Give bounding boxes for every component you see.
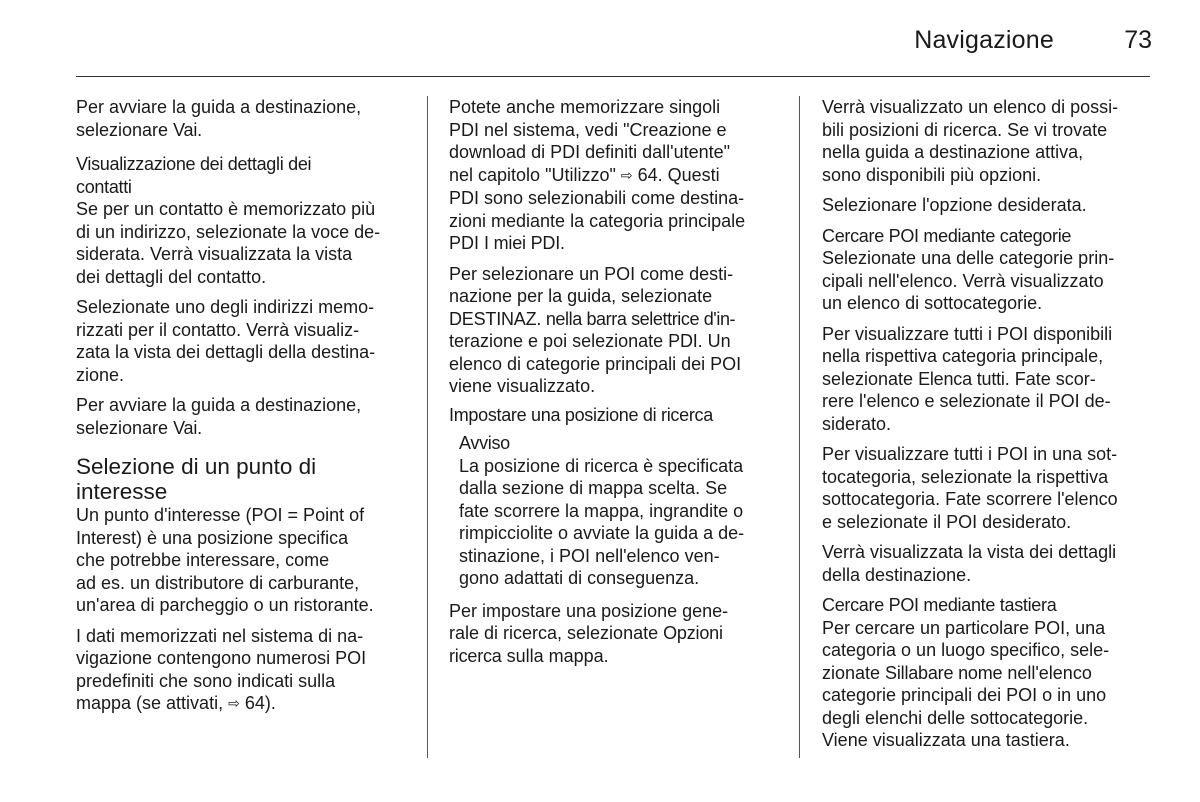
text-column-1 [76, 96, 416, 716]
text-span: terazione e poi selezionate [449, 331, 669, 351]
paragraph [822, 443, 1156, 533]
text-line: rere l'elenco e selezionate il POI de- [822, 391, 1111, 411]
text-span: . Un [697, 331, 731, 351]
text-span: ). [264, 693, 276, 713]
text-line: Per avviare la guida a destinazione, [76, 97, 362, 117]
paragraph [822, 323, 1156, 436]
text-span: . Questi [657, 164, 720, 185]
text-line: Per cercare un particolare POI, una [822, 617, 1106, 638]
paragraph [822, 96, 1156, 186]
text-line: La posizione di ricerca è specificata [459, 455, 744, 476]
text-line: PDI nel sistema, vedi "Creazione e [449, 119, 727, 140]
section-heading [76, 454, 416, 504]
text-line: Verrà visualizzata la vista dei dettagli [822, 542, 1117, 562]
text-line: elenco di categorie principali dei POI [449, 353, 742, 374]
text-line: vigazione contengono numerosi POI [76, 648, 367, 668]
text-line: viene visualizzato. [449, 376, 596, 396]
paragraph [449, 263, 785, 398]
ui-term: Opzioni [663, 623, 723, 643]
text-line: cipali nell'elenco. Verrà visualizzato [822, 270, 1104, 291]
paragraph [76, 96, 416, 141]
subheading: Cercare POI mediante categorie [822, 225, 1072, 246]
text-line [449, 330, 785, 353]
paragraph [449, 96, 785, 255]
text-line: categorie principali dei POI o in uno [822, 685, 1107, 705]
ui-term: I miei PDI [484, 233, 561, 253]
text-line: categoria o un luogo specifico, sele- [822, 640, 1110, 660]
subheading: Impostare una posizione di ricerca [449, 404, 713, 425]
text-line: predefiniti che sono indicati sulla [76, 670, 336, 691]
text-line: zata la vista dei dettagli della destina- [76, 342, 376, 362]
text-line: Per impostare una posizione gene- [449, 600, 729, 621]
text-line [822, 368, 1156, 391]
heading-line: interesse [76, 479, 168, 504]
text-line [449, 308, 785, 331]
text-line: un elenco di sottocategorie. [822, 293, 1043, 313]
ui-term: ricerca [449, 645, 502, 666]
header-divider [76, 76, 1150, 77]
text-line: degli elenchi delle sottocategorie. [822, 707, 1089, 728]
text-line: rimpicciolite o avviate la guida a de- [459, 523, 745, 543]
text-line [449, 645, 785, 668]
text-line: Interest) è una posizione specifica [76, 527, 349, 548]
text-span: zionate [822, 662, 886, 683]
text-span: nel capitolo "Utilizzo" [449, 164, 621, 185]
paragraph [76, 504, 416, 617]
text-line: Selezionate uno degli indirizzi memo- [76, 297, 375, 317]
column-divider-left [427, 96, 428, 758]
text-line [76, 417, 416, 440]
subheading: Cercare POI mediante tastiera [822, 595, 1057, 615]
text-line: dalla sezione di mappa scelta. Se [459, 478, 728, 498]
text-line [76, 119, 416, 142]
text-line: Selezionare l'opzione desiderata. [822, 195, 1087, 215]
paragraph [76, 198, 416, 288]
text-line [449, 622, 785, 645]
text-line: Selezionate una delle categorie prin- [822, 248, 1115, 268]
text-line: un'area di parcheggio o un ristorante. [76, 595, 374, 615]
text-line: Un punto d'interesse (POI = Point of [76, 505, 365, 525]
subheading-line: contatti [76, 176, 132, 197]
text-line: dei dettagli del contatto. [76, 266, 267, 287]
ui-term: Elenca tutti [918, 368, 1005, 389]
text-line: ad es. un distributore di carburante, [76, 572, 360, 593]
text-span: . [197, 119, 203, 140]
paragraph [822, 247, 1156, 315]
text-line: PDI sono selezionabili come destina- [449, 188, 745, 208]
text-span: . [197, 417, 203, 438]
column-divider-right [799, 96, 800, 758]
text-line: Per visualizzare tutti i POI disponibili [822, 323, 1113, 344]
page-reference: 64 [244, 693, 265, 713]
page-reference-arrow-icon: ⇨ [620, 166, 633, 183]
text-line: stinazione, i POI nell'elenco ven- [459, 545, 720, 566]
text-line: Verrà visualizzato un elenco di possi- [822, 97, 1119, 117]
text-column-3 [822, 96, 1156, 752]
text-line: e selezionate il POI desiderato. [822, 511, 1072, 532]
text-line: nazione per la guida, selezionate [449, 286, 713, 306]
text-column-2 [449, 96, 785, 667]
text-line: download di PDI definiti dall'utente" [449, 142, 731, 162]
text-line: Potete anche memorizzare singoli [449, 97, 721, 117]
subheading [76, 153, 416, 198]
text-line: siderata. Verrà visualizzata la vista [76, 244, 353, 264]
text-line: zione. [76, 364, 125, 385]
text-span: selezionate [822, 368, 919, 389]
text-span: PDI [449, 233, 485, 253]
text-line: fate scorrere la mappa, ingrandite o [459, 500, 744, 521]
page-reference-arrow-icon: ⇨ [228, 695, 240, 711]
text-span: . Fate scor- [1004, 368, 1096, 389]
text-line [76, 692, 416, 716]
text-line: Per visualizzare tutti i POI in una sot- [822, 444, 1118, 464]
text-line [449, 164, 785, 188]
text-line: Se per un contatto è memorizzato più [76, 199, 376, 219]
text-line: nella rispettiva categoria principale, [822, 346, 1104, 366]
ui-term: DESTINAZ. [449, 308, 542, 329]
text-line: della destinazione. [822, 564, 972, 585]
paragraph [822, 617, 1156, 752]
text-line: sono disponibili più opzioni. [822, 164, 1042, 185]
heading-line: Selezione di un punto di [76, 454, 317, 479]
text-span: nell'elenco [1002, 662, 1092, 683]
text-line: nella guida a destinazione attiva, [822, 142, 1084, 162]
subheading-line: Visualizzazione dei dettagli dei [76, 154, 312, 174]
text-span: selezionare [76, 417, 174, 438]
text-line: I dati memorizzati nel sistema di na- [76, 625, 364, 646]
paragraph [822, 194, 1156, 217]
text-line: sottocategoria. Fate scorrere l'elenco [822, 489, 1118, 509]
text-line: siderato. [822, 413, 892, 434]
paragraph [449, 600, 785, 668]
text-span: sulla mappa. [501, 645, 609, 666]
text-line: gono adattati di conseguenza. [459, 568, 700, 588]
text-span: mappa (se attivati, [76, 693, 229, 713]
text-span: rale di ricerca, selezionate [449, 623, 664, 643]
ui-term: Vai [173, 119, 198, 140]
text-line: tocategoria, selezionate la rispettiva [822, 466, 1109, 487]
text-line [822, 662, 1156, 685]
note-box [449, 432, 785, 590]
text-line: Viene visualizzata una tastiera. [822, 730, 1070, 750]
text-line: che potrebbe interessare, come [76, 550, 330, 570]
text-span: selezionare [76, 119, 174, 140]
text-line: bili posizioni di ricerca. Se vi trovate [822, 119, 1108, 140]
ui-term: Sillabare nome [885, 662, 1003, 683]
text-line [449, 232, 785, 255]
paragraph [76, 394, 416, 439]
page-section-title: Navigazione [914, 26, 1054, 54]
text-line: zioni mediante la categoria principale [449, 210, 746, 231]
text-line: Per avviare la guida a destinazione, [76, 395, 362, 415]
text-line: Per selezionare un POI come desti- [449, 263, 734, 284]
paragraph [822, 541, 1156, 586]
text-line: di un indirizzo, selezionate la voce de- [76, 221, 381, 242]
paragraph [76, 296, 416, 386]
note-title: Avviso [459, 433, 510, 453]
ui-term: Vai [173, 417, 198, 438]
text-span: . [560, 233, 566, 253]
text-line: rizzati per il contatto. Verrà visualiz- [76, 319, 360, 340]
text-span: nella barra selettrice d'in- [541, 308, 736, 329]
ui-term: PDI [668, 331, 698, 351]
page-reference: 64 [637, 164, 658, 185]
page-number: 73 [1124, 26, 1152, 54]
paragraph [76, 625, 416, 716]
